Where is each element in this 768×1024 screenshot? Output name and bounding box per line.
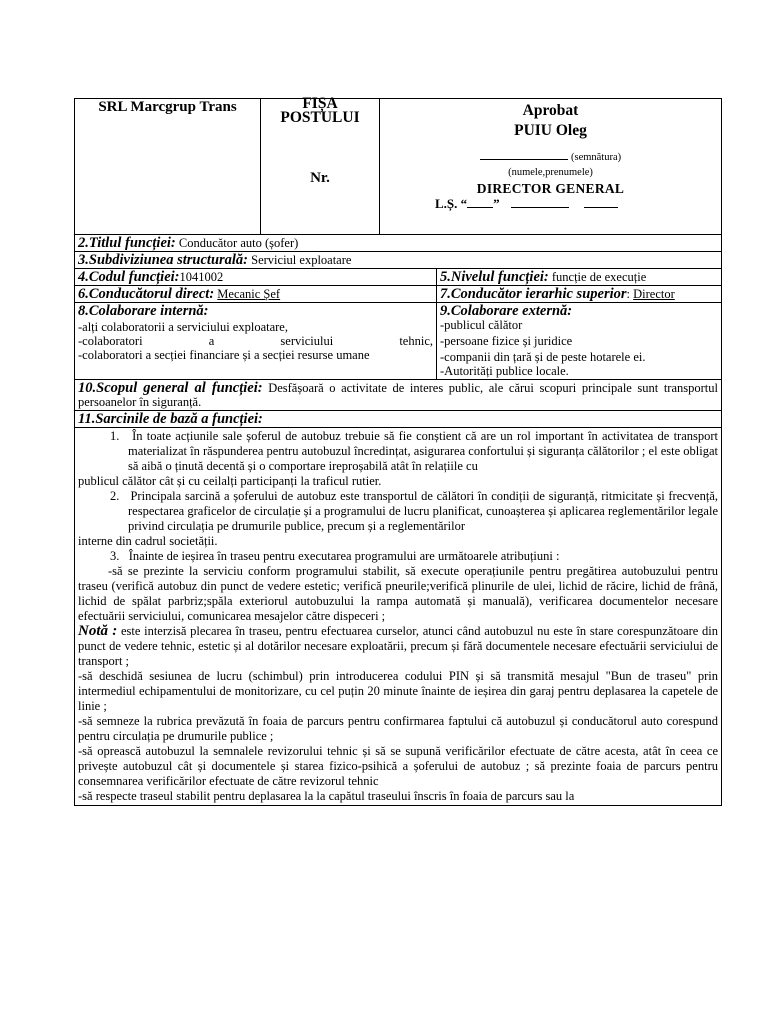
task-number: 1. bbox=[110, 429, 120, 443]
stamp-label: L.Ș. “ bbox=[435, 196, 468, 211]
doc-number-label: Nr. bbox=[310, 170, 330, 186]
company-name: SRL Marcgrup Trans bbox=[98, 99, 237, 115]
task-item bbox=[78, 549, 718, 564]
job-title-value: Conducător auto (șofer) bbox=[175, 236, 299, 250]
internal-collab-label: 8.Colaborare internă: bbox=[78, 303, 209, 319]
task-number: 3. bbox=[110, 549, 120, 563]
external-collab-item: -persoane fizice și juridice bbox=[440, 334, 573, 348]
job-title-label: 2.Titlul funcției: bbox=[78, 235, 176, 251]
hierarchical-supervisor-value: Director bbox=[633, 287, 675, 301]
signature-caption: (semnătura) bbox=[570, 152, 622, 163]
stamp-quote-close: ” bbox=[493, 196, 500, 211]
purpose-value: Desfășoară o activitate de interes public, ale cărui scopuri principale sunt transportul persoanelor în siguranță. bbox=[78, 381, 718, 409]
task-text: Principala sarcină a șoferului de autobuz este transportul de călători în condiții de siguranță, ritmicitate și frecvență, respectarea graficelor de circulație și a programului de lucru planificat, cunoașterea și aplicarea reglementărilor legale privind circulația pe drumurile publice, precum și a reglementărilor bbox=[128, 489, 718, 533]
note-text: este interzisă plecarea în traseu, pentru efectuarea curselor, atunci când autobuzul nu este în stare corespunzătoare din punct de vedere tehnic, estetic și al dotărilor necesare exploatării, precum și fără documentele necesare efectuării serviciului de transport ; bbox=[78, 624, 719, 668]
row-job-title bbox=[75, 235, 722, 252]
month-blank bbox=[511, 197, 569, 208]
approver-name: PUIU Oleg bbox=[514, 122, 587, 139]
internal-collab-item: -alți colaboratorii a serviciului exploatare, bbox=[78, 320, 288, 334]
purpose-label: 10.Scopul general al funcției: bbox=[78, 380, 263, 396]
task-paragraph: -să deschidă sesiunea de lucru (schimbul) prin introducerea codului PIN și să transmită mesajul "Bun de traseu" prin intermediul echipamentului de monitorizare, cu cel puțin 20 minute înainte de ieșirea din garaj pentru deplasarea la capetele de linie ; bbox=[78, 669, 718, 713]
signature-block bbox=[383, 151, 718, 164]
internal-collab-item: -colaboratori a secției financiare și a secției resurse umane bbox=[78, 348, 370, 362]
row-purpose bbox=[75, 380, 722, 411]
external-collab-item: -Autorități publice locale. bbox=[440, 364, 569, 378]
external-collab-item: -companii din țară și de peste hotarele ei. bbox=[440, 350, 646, 364]
approval-cell bbox=[380, 99, 722, 235]
row-supervisors bbox=[75, 286, 722, 303]
task-paragraph: -să semneze la rubrica prevăzută în foaia de parcurs pentru confirmarea faptului că autobuzul și conducătorul auto corespund pentru circulația pe drumurile publice ; bbox=[78, 714, 718, 743]
job-description-table bbox=[74, 95, 722, 806]
subdivision-label: 3.Subdiviziunea structurală: bbox=[78, 252, 249, 268]
code-value: 1041002 bbox=[179, 270, 224, 284]
director-title: DIRECTOR GENERAL bbox=[476, 181, 625, 196]
task-continuation: publicul călător cât și cu ceilalți participanți la traficul rutier. bbox=[78, 474, 382, 488]
day-blank bbox=[467, 197, 493, 208]
task-number: 2. bbox=[110, 489, 120, 503]
approved-label: Aprobat bbox=[522, 102, 579, 119]
task-item bbox=[78, 429, 718, 474]
task-item bbox=[78, 489, 718, 534]
row-tasks-heading bbox=[75, 411, 722, 428]
job-description-page bbox=[74, 95, 721, 806]
year-blank bbox=[584, 197, 618, 208]
row-code-level bbox=[75, 269, 722, 286]
row-tasks-body bbox=[75, 428, 722, 806]
level-value: funcție de execuție bbox=[548, 270, 647, 284]
hierarchical-supervisor-label: 7.Conducător ierarhic superior bbox=[440, 286, 627, 302]
signature-line bbox=[480, 159, 568, 160]
internal-collab-item: -colaboratori a serviciului tehnic, bbox=[78, 334, 433, 348]
task-paragraph: -să respecte traseul stabilit pentru deplasarea la la capătul traseului înscris în foaia de parcurs sau la bbox=[78, 789, 575, 803]
tasks-label: 11.Sarcinile de bază a funcției: bbox=[78, 411, 263, 427]
task-text: Înainte de ieșirea în traseu pentru executarea programului are următoarele atribuțiuni : bbox=[128, 549, 560, 563]
subdivision-value: Serviciul exploatare bbox=[248, 253, 352, 267]
level-label: 5.Nivelul funcției: bbox=[440, 269, 549, 285]
task-paragraph: -să oprească autobuzul la semnalele revizorului tehnic și să se supună verificărilor efectuate de către acesta, atât în ceea ce privește autobuzul cât și documentele și starea fizico-psihică a șoferului de autobuz ; să prezinte foaia de parcurs pentru consemnarea verificărilor efectuate de către revizorul tehnic bbox=[78, 744, 718, 788]
row-collaboration bbox=[75, 303, 722, 380]
name-caption: (numele,prenumele) bbox=[508, 167, 593, 178]
stamp-line bbox=[383, 197, 718, 211]
direct-supervisor-value: Mecanic Șef bbox=[217, 287, 281, 301]
company-cell bbox=[75, 99, 261, 235]
note-paragraph bbox=[78, 624, 718, 669]
row-subdivision bbox=[75, 252, 722, 269]
task-text: În toate acțiunile sale șoferul de autobuz trebuie să fie conștient că are un rol important în activitatea de transport materializat în răspunderea pentru autobuzul încredințat, asigurarea confortului și siguranța călătorilor ; el este obligat să aibă o ținută decentă și o comportare ireproșabilă atât în relațiile cu bbox=[128, 429, 719, 473]
note-label: Notă : bbox=[78, 623, 118, 639]
code-label: 4.Codul funcției: bbox=[78, 269, 180, 285]
task-continuation: interne din cadrul societății. bbox=[78, 534, 218, 548]
external-collab-label: 9.Colaborare externă: bbox=[440, 303, 573, 319]
direct-supervisor-label: 6.Conducătorul direct: bbox=[78, 286, 215, 302]
header-row bbox=[75, 99, 722, 235]
task-paragraph: -să se prezinte la serviciu conform programului stabilit, să execute operațiunile pentru pregătirea autobuzului pentru traseu (verifică autobuz din punct de vedere estetic; verifică pneurile;verifică plinurile de ulei, lichid de răcire, lichid de frână, lichid de spălat parbriz;spăla exteriorul autobuzului la rampa automată și manuală), verificarea documentelor necesare efectuării serviciului, comunicarea mesajelor către dispeceri ; bbox=[78, 564, 718, 623]
doc-title: FIȘA POSTULUI bbox=[280, 95, 360, 126]
doc-title-cell bbox=[261, 95, 380, 235]
external-collab-item: -publicul călător bbox=[440, 318, 523, 332]
hierarchical-colon: : bbox=[626, 287, 634, 301]
